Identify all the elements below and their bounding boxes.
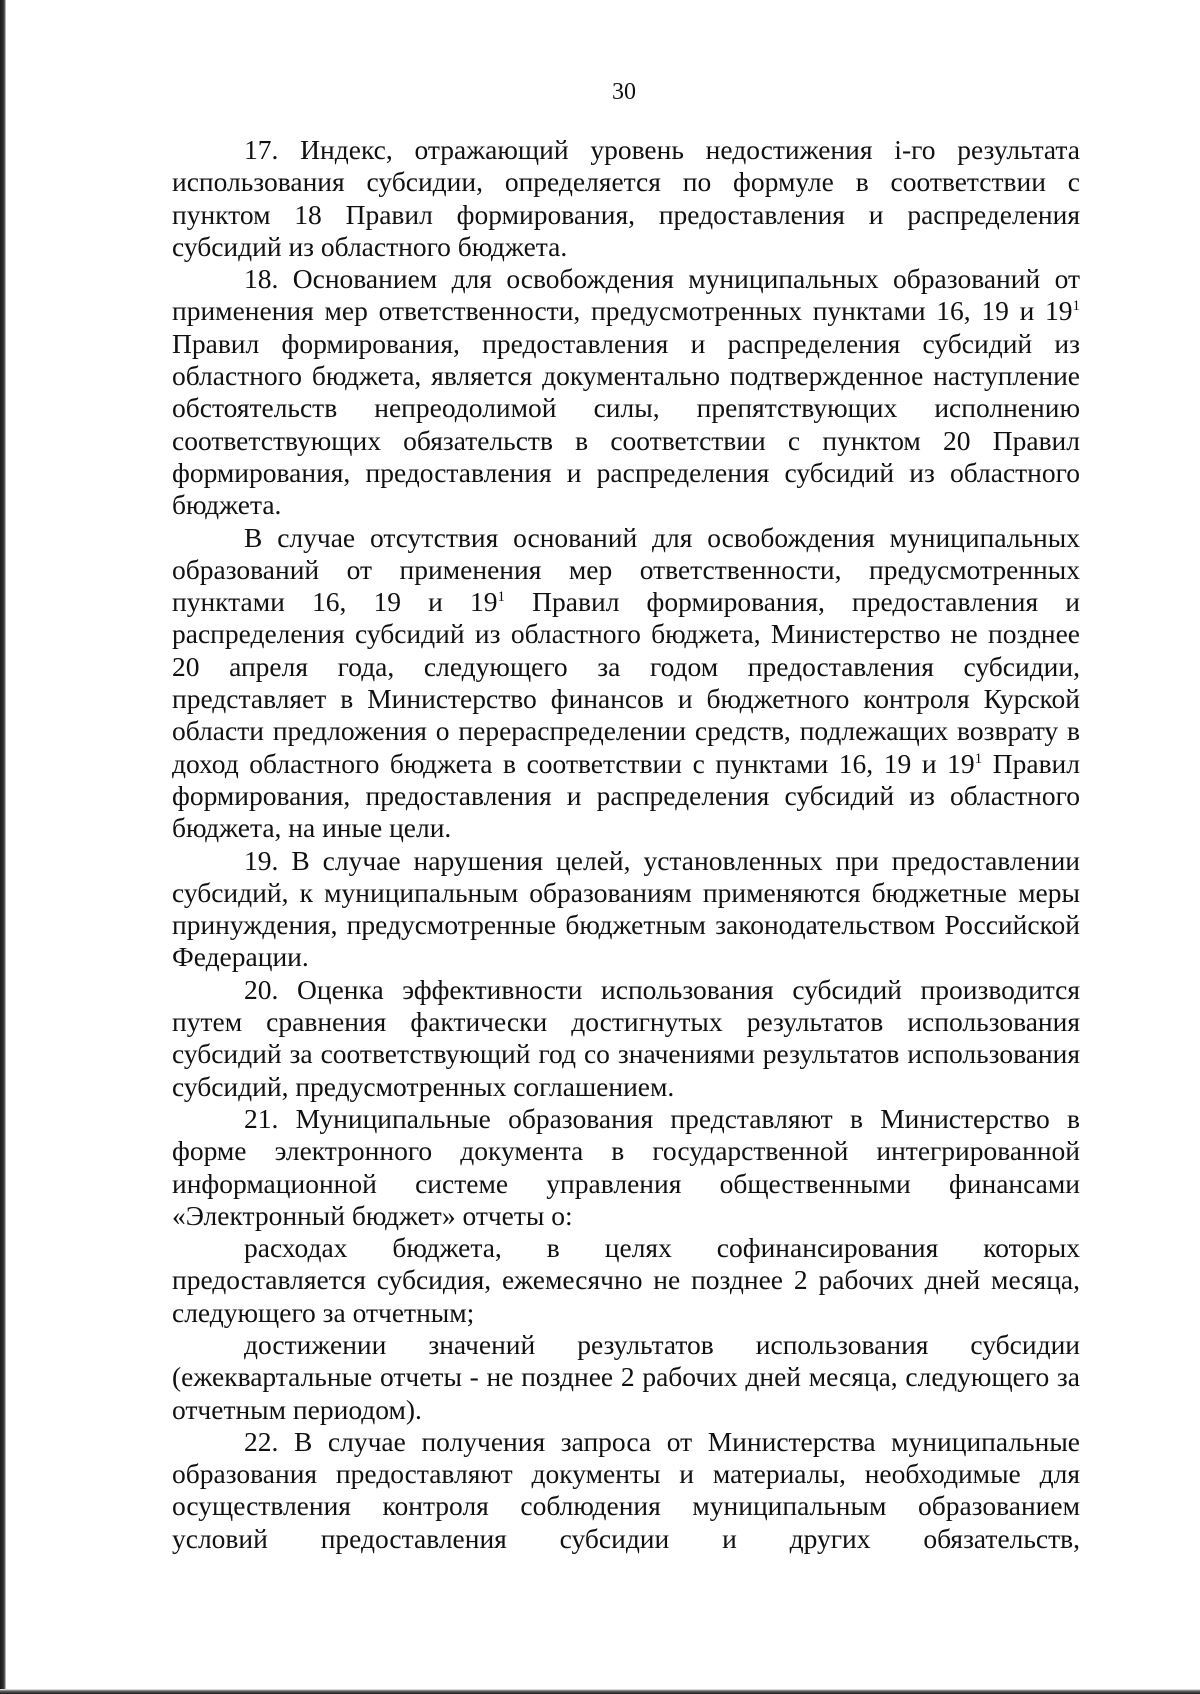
document-body (172, 134, 1080, 1555)
paragraph-18-continued-text-1: В случае отсутствия оснований для освобождения муниципальных образований от применения мер ответственности, предусмотренных пунктами 16, 19 и 19 (172, 521, 1080, 618)
paragraph-18-continued-text-2: Правил формирования, предоставления и распределения субсидий из областного бюджета, Министерство не позднее 20 апреля года, следующего за годом предоставления субсидии, представляет в Министерство финансов и бюджетного контроля Курской области предложения о перераспределении средств, подлежащих возврату в доход областного бюджета в соответствии с пунктами 16, 19 и 19 (172, 586, 1081, 779)
paragraph-18-text-2: Правил формирования, предоставления и распределения субсидий из областного бюджета, является документально подтвержденное наступление обстоятельств непреодолимой силы, препятствующих исполнению соответствующих обязательств в соответствии с пунктом 20 Правил формирования, предоставления и распределения субсидий из областного бюджета. (172, 327, 1080, 521)
paragraph-18 (172, 263, 1080, 521)
paragraph-18-text-1: 18. Основанием для освобождения муниципальных образований от применения мер ответственности, предусмотренных пунктами 16, 19 и 19 (172, 263, 1080, 327)
paragraph-21: 21. Муниципальные образования представляют в Министерство в форме электронного документа в государственной интегрированной информационной системе управления общественными финансами «Электронный бюджет» отчеты о: (172, 1102, 1080, 1231)
paragraph-21-item-expenses: расходах бюджета, в целях софинансирования которых предоставляется субсидия, ежемесячно не позднее 2 рабочих дней месяца, следующего за отчетным; (172, 1232, 1080, 1328)
paragraph-18-continued (172, 522, 1080, 845)
paragraph-19: 19. В случае нарушения целей, установленных при предоставлении субсидий, к муниципальным образованиям применяются бюджетные меры принуждения, предусмотренные бюджетным законодательством Российской Федерации. (172, 844, 1080, 973)
superscript-1: 1 (497, 589, 506, 605)
page-number: 30 (612, 79, 636, 105)
superscript-1: 1 (974, 750, 983, 767)
scan-edge-bottom (0, 1689, 1200, 1694)
superscript-1: 1 (1072, 298, 1080, 315)
paragraph-18-continued-text-3: Правил формирования, предоставления и распределения субсидий из областного бюджета, на иные цели. (172, 747, 1080, 844)
paragraph-20: 20. Оценка эффективности использования субсидий производится путем сравнения фактически достигнутых результатов использования субсидий за соответствующий год со значениями результатов использования субсидий, предусмотренных соглашением. (172, 973, 1080, 1102)
paragraph-17: 17. Индекс, отражающий уровень недостижения i-го результата использования субсидии, определяется по формуле в соответствии с пунктом 18 Правил формирования, предоставления и распределения субсидий из областного бюджета. (172, 134, 1080, 262)
paragraph-21-item-results: достижении значений результатов использования субсидии (ежеквартальные отчеты - не позднее 2 рабочих дней месяца, следующего за отчетным периодом). (172, 1328, 1080, 1425)
scan-edge-left (0, 0, 6, 1694)
paragraph-22: 22. В случае получения запроса от Министерства муниципальные образования предоставляют документы и материалы, необходимые для осуществления контроля соблюдения муниципальным образованием условий предоставления субсидии и других обязательств, (172, 1425, 1080, 1554)
